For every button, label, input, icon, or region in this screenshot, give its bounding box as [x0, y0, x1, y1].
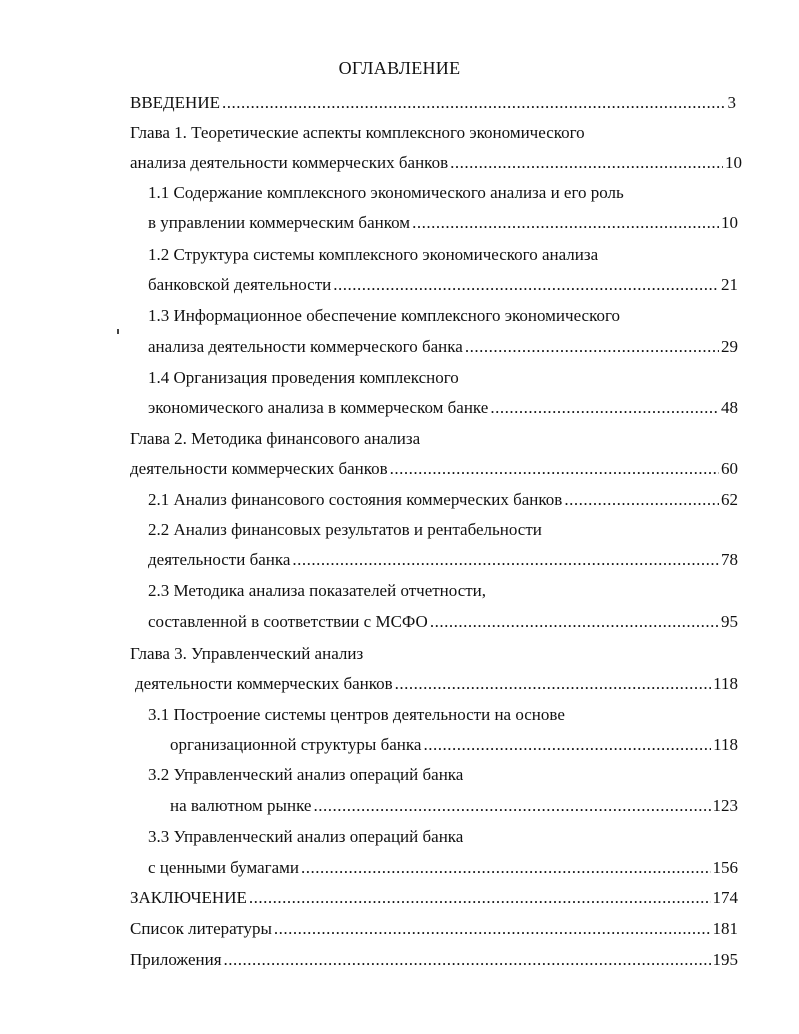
toc-heading: ОГЛАВЛЕНИЕ	[338, 58, 461, 78]
toc-page-number: 118	[713, 735, 738, 754]
scan-speck	[117, 329, 119, 334]
toc-section-2-3-title-line: 2.3 Методика анализа показателей отчетности,	[148, 581, 487, 600]
toc-leader-dots	[412, 212, 719, 234]
toc-entry-text: Приложения	[130, 950, 222, 969]
toc-page-number: 21	[721, 275, 738, 294]
toc-section-1-1-title-line: 1.1 Содержание комплексного экономического анализа и его роль	[148, 183, 624, 202]
toc-leader-dots	[564, 489, 719, 511]
toc-page-number: 174	[712, 888, 738, 907]
toc-page-number: 195	[712, 950, 738, 969]
toc-entry-text: составленной в соответствии с МСФО	[148, 612, 428, 631]
toc-entry-section-2-2	[148, 549, 738, 571]
toc-leader-dots	[490, 397, 719, 419]
toc-page-number: 156	[712, 858, 738, 877]
toc-entry-text: с ценными бумагами	[148, 858, 299, 877]
toc-page-number: 10	[725, 153, 742, 172]
toc-page-number: 95	[721, 612, 738, 631]
toc-page-number: 48	[721, 398, 738, 417]
toc-chapter-2-title-line: Глава 2. Методика финансового анализа	[130, 429, 421, 448]
toc-leader-dots	[274, 918, 711, 940]
toc-leader-dots	[395, 673, 711, 695]
toc-leader-dots	[390, 458, 719, 480]
toc-entry-appendices	[130, 949, 738, 971]
toc-entry-section-1-2	[148, 274, 738, 296]
toc-leader-dots	[465, 336, 719, 358]
toc-leader-dots	[224, 949, 711, 971]
toc-entry-section-3-3	[148, 857, 738, 879]
toc-entry-text: банковской деятельности	[148, 275, 332, 294]
toc-entry-section-2-3	[148, 611, 738, 633]
toc-entry-chapter-3	[135, 673, 738, 695]
toc-entry-text: ВВЕДЕНИЕ	[130, 93, 220, 112]
toc-section-3-2-title-line: 3.2 Управленческий анализ операций банка	[148, 765, 464, 784]
toc-entry-text: анализа деятельности коммерческих банков	[130, 153, 449, 172]
toc-entry-text: 2.1 Анализ финансового состояния коммерческих банков	[148, 490, 563, 509]
toc-entry-text: организационной структуры банка	[170, 735, 422, 754]
toc-leader-dots	[292, 549, 719, 571]
toc-entry-section-1-4	[148, 397, 738, 419]
toc-entry-text: деятельности коммерческих банков	[130, 459, 388, 478]
toc-entry-text: деятельности банка	[148, 550, 291, 569]
toc-page-number: 181	[712, 919, 738, 938]
toc-entry-text: в управлении коммерческим банком	[148, 213, 411, 232]
toc-page-number: 3	[727, 93, 736, 112]
toc-entry-section-2-1	[148, 489, 738, 511]
toc-entry-text: на валютном рынке	[170, 796, 312, 815]
toc-leader-dots	[249, 887, 711, 909]
toc-entry-text: экономического анализа в коммерческом банке	[148, 398, 489, 417]
toc-entry-introduction	[130, 92, 736, 114]
toc-leader-dots	[423, 734, 711, 756]
toc-page-number: 10	[721, 213, 738, 232]
toc-entry-text: Список литературы	[130, 919, 272, 938]
toc-entry-section-1-3	[148, 336, 738, 358]
toc-section-1-2-title-line: 1.2 Структура системы комплексного экономического анализа	[148, 245, 599, 264]
toc-section-1-3-title-line: 1.3 Информационное обеспечение комплексного экономического	[148, 306, 621, 325]
toc-page-number: 29	[721, 337, 738, 356]
toc-entry-section-3-2	[170, 795, 738, 817]
toc-leader-dots	[301, 857, 711, 879]
toc-leader-dots	[333, 274, 719, 296]
toc-leader-dots	[430, 611, 719, 633]
toc-section-3-3-title-line: 3.3 Управленческий анализ операций банка	[148, 827, 464, 846]
toc-entry-chapter-1	[130, 152, 742, 174]
toc-section-3-1-title-line: 3.1 Построение системы центров деятельности на основе	[148, 705, 565, 724]
toc-leader-dots	[450, 152, 723, 174]
toc-page-number: 78	[721, 550, 738, 569]
toc-entry-section-1-1	[148, 212, 738, 234]
toc-entry-text: анализа деятельности коммерческого банка	[148, 337, 463, 356]
toc-entry-section-3-1	[170, 734, 738, 756]
toc-section-1-4-title-line: 1.4 Организация проведения комплексного	[148, 368, 459, 387]
toc-page-number: 118	[713, 674, 738, 693]
toc-page-number: 60	[721, 459, 738, 478]
toc-entry-text: деятельности коммерческих банков	[135, 674, 393, 693]
toc-entry-chapter-2	[130, 458, 738, 480]
toc-page-number: 123	[712, 796, 738, 815]
toc-entry-conclusion	[130, 887, 738, 909]
toc-page-number: 62	[721, 490, 738, 509]
toc-leader-dots	[313, 795, 710, 817]
toc-entry-bibliography	[130, 918, 738, 940]
toc-entry-text: ЗАКЛЮЧЕНИЕ	[130, 888, 247, 907]
toc-leader-dots	[222, 92, 726, 114]
toc-chapter-3-title-line: Глава 3. Управленческий анализ	[130, 644, 364, 663]
toc-section-2-2-title-line: 2.2 Анализ финансовых результатов и рентабельности	[148, 520, 542, 539]
toc-chapter-1-title-line: Глава 1. Теоретические аспекты комплексного экономического	[130, 123, 585, 142]
